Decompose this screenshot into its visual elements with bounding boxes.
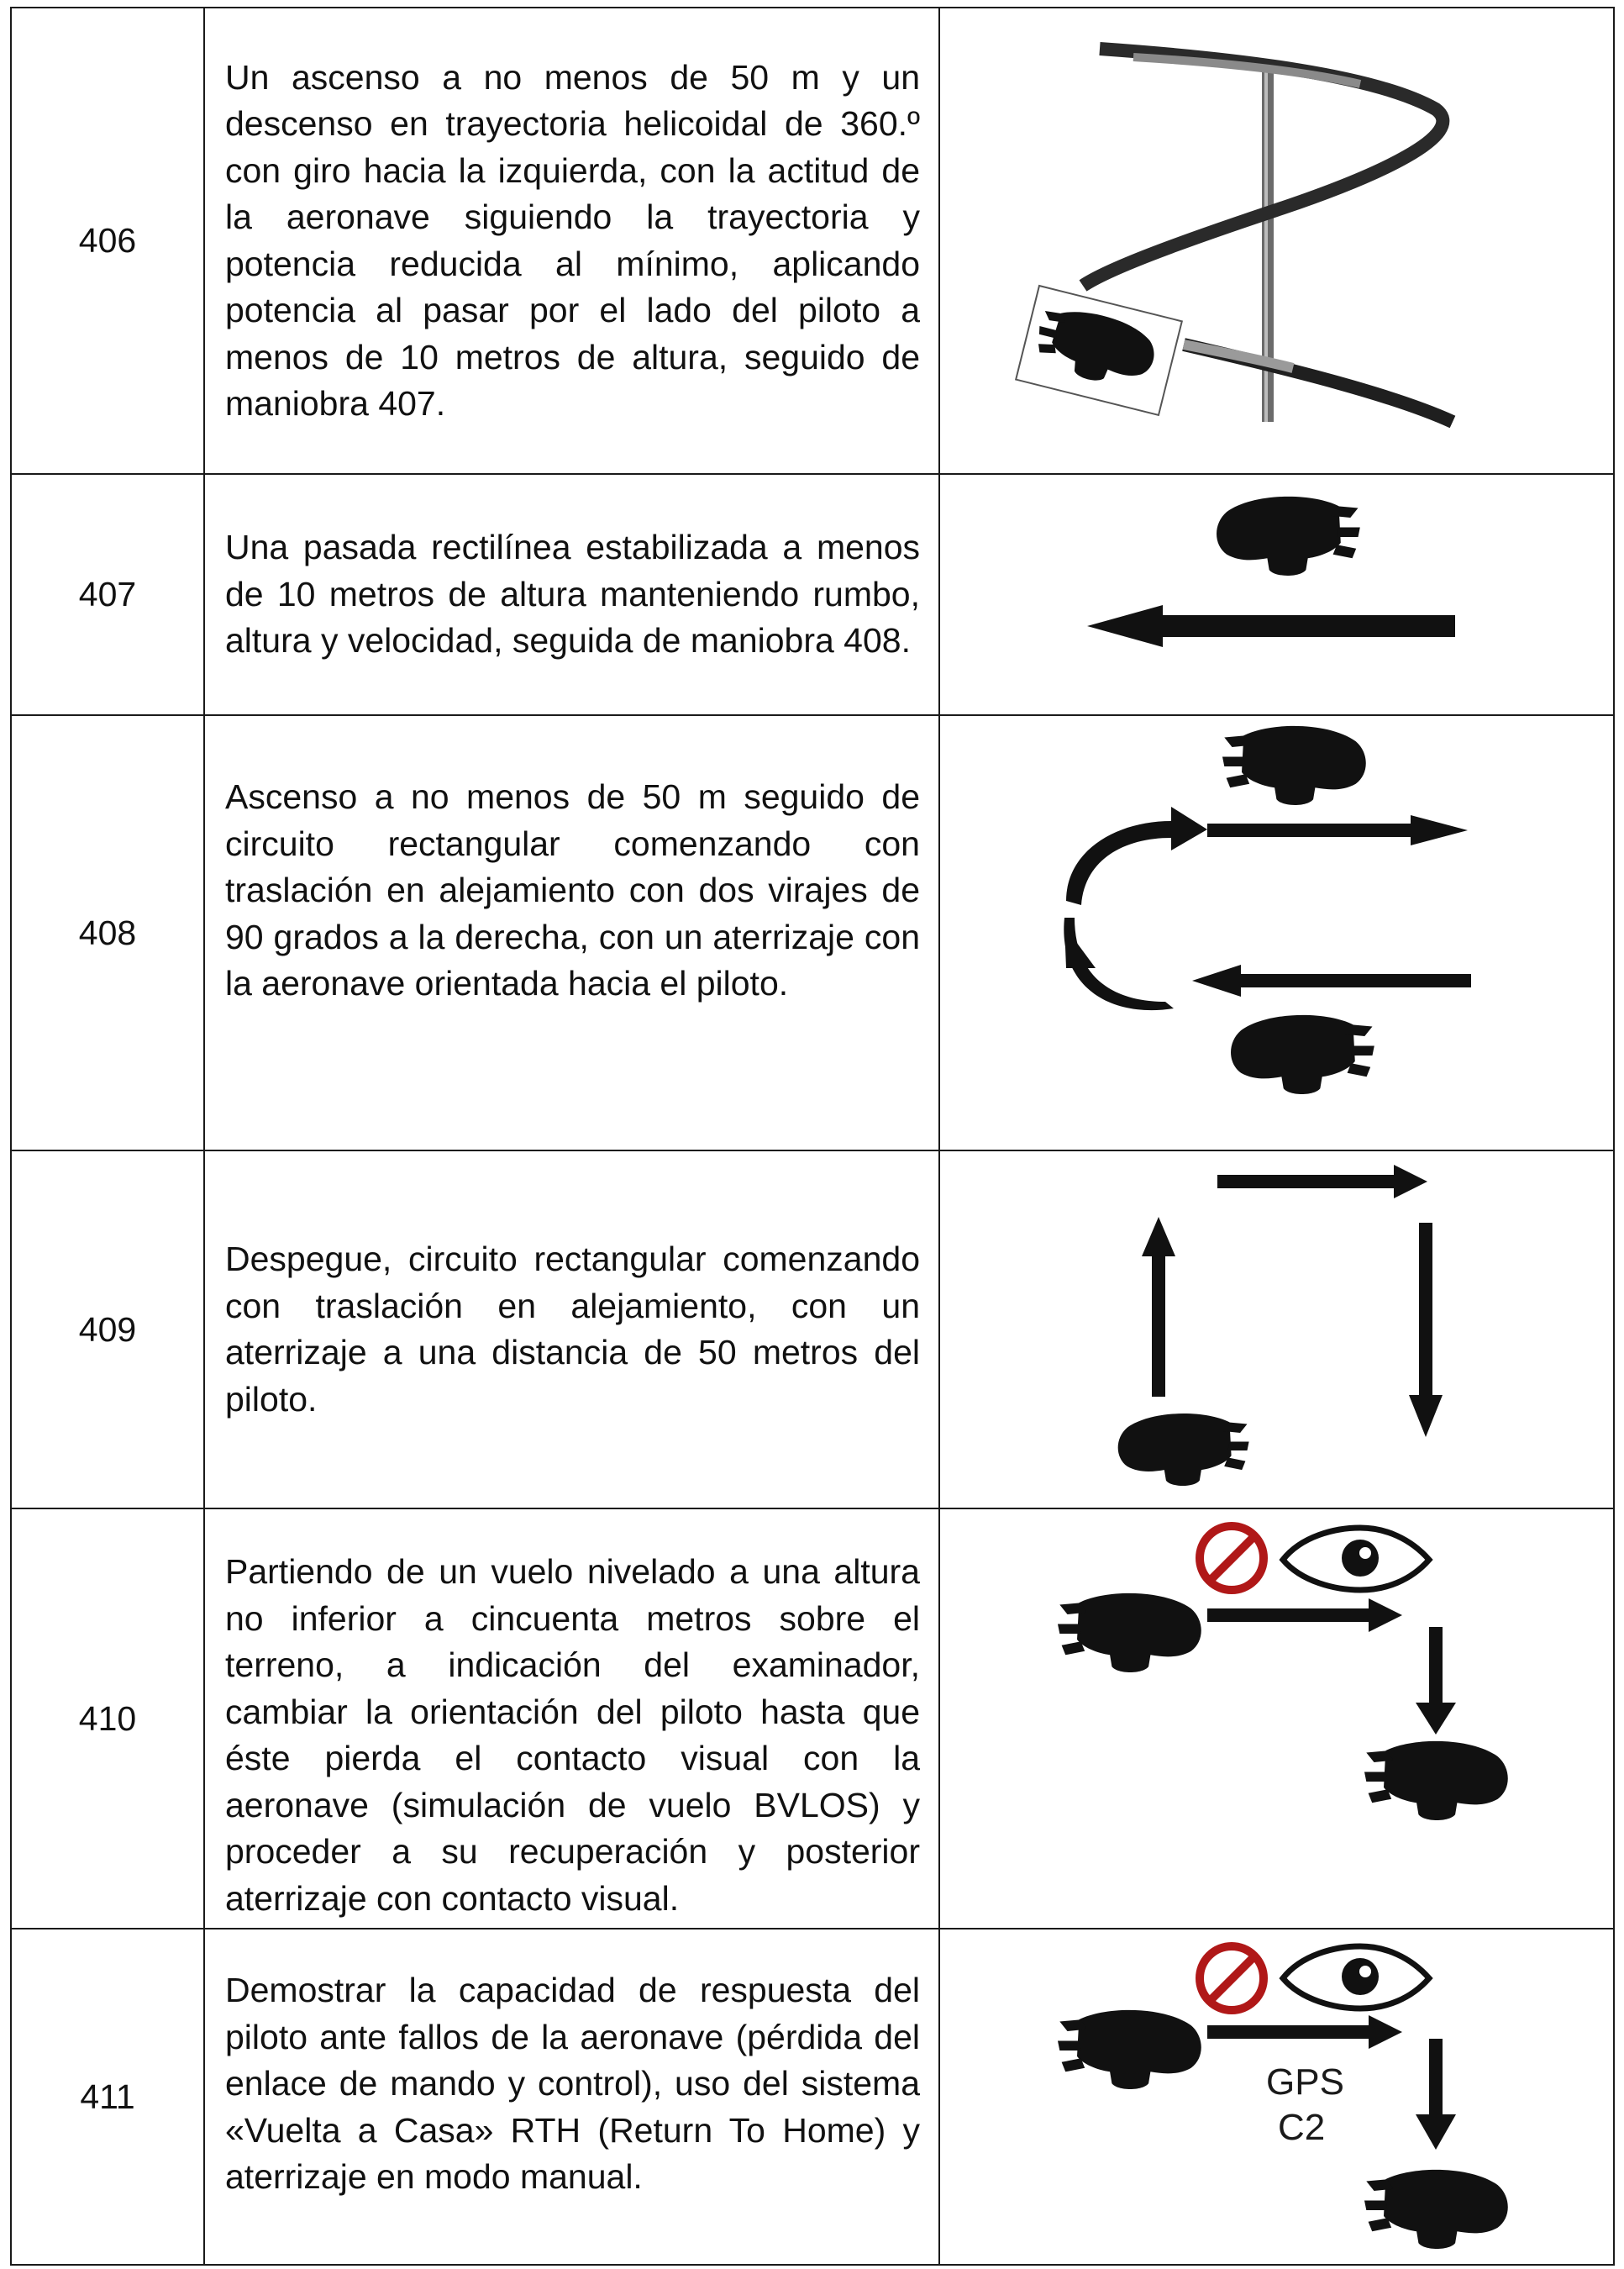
maneuver-description: [204, 474, 939, 715]
helical-descent-figure: [939, 8, 1614, 474]
aircraft-icon-top: [1222, 726, 1366, 805]
left-arrow-bottom: [1192, 965, 1471, 997]
prohibition-icon: [1200, 1526, 1264, 1590]
right-arrow: [1217, 1165, 1427, 1198]
rectangular-circuit-figure: [939, 1150, 1614, 1508]
up-arrow: [1142, 1217, 1175, 1397]
maneuver-number: 409: [11, 1150, 204, 1508]
maneuver-number: 410: [11, 1508, 204, 1929]
straight-pass-figure: [939, 474, 1614, 715]
right-arrow: [1207, 2015, 1402, 2049]
maneuver-description: [204, 1508, 939, 1929]
rectangular-circuit-diagram: [940, 1151, 1615, 1508]
eye-icon: [1283, 1528, 1429, 1590]
down-arrow: [1416, 2039, 1456, 2150]
aircraft-icon: [1217, 497, 1360, 576]
aircraft-icon-start: [1058, 1593, 1201, 1672]
table-row: [11, 8, 1614, 474]
gps-label: GPS: [1266, 2061, 1344, 2103]
down-arrow: [1409, 1223, 1443, 1437]
aircraft-icon-end: [1364, 1741, 1508, 1820]
aircraft-icon-end: [1364, 2170, 1508, 2249]
maneuver-description: [204, 8, 939, 474]
maneuver-description: [204, 715, 939, 1150]
aircraft-icon: [1118, 1414, 1249, 1486]
left-arrow: [1087, 605, 1455, 647]
description-text: Demostrar la capacidad de respuesta del piloto ante fallos de la aeronave (pérdida del enlace de mando y control), uso del sistema «Vuelta a Casa» RTH (Return To Home) y aterrizaje en modo manual.: [225, 1971, 920, 2197]
description-text: Ascenso a no menos de 50 m seguido de circuito rectangular comenzando con traslación en alejamiento con dos virajes de 90 grados a la derecha, con un aterrizaje con la aeronave orientada hacia el piloto.: [225, 777, 920, 1003]
table-row: [11, 715, 1614, 1150]
helical-descent-diagram: [940, 8, 1615, 473]
right-arrow: [1207, 1598, 1402, 1632]
maneuver-number: 406: [11, 8, 204, 474]
aircraft-icon-start: [1058, 2010, 1201, 2089]
table-row: [11, 1508, 1614, 1929]
table-row: [11, 1150, 1614, 1508]
bvlos-recovery-diagram: [940, 1509, 1615, 1928]
table-row: [11, 474, 1614, 715]
right-arrow-top: [1207, 815, 1468, 845]
maneuvers-table: [10, 7, 1615, 2266]
description-text: Una pasada rectilínea estabilizada a menos de 10 metros de altura manteniendo rumbo, altura y velocidad, seguida de maniobra 408.: [225, 528, 920, 661]
description-text: Despegue, circuito rectangular comenzando con traslación en alejamiento, con un aterrizaje a una distancia de 50 metros del piloto.: [225, 1240, 920, 1419]
description-text: Un ascenso a no menos de 50 m y un descenso en trayectoria helicoidal de 360.º con giro hacia la izquierda, con la actitud de la aeronave siguiendo la trayectoria y potencia reducida al mínimo, aplicando potencia al pasar por el lado del piloto a menos de 10 metros de altura, seguido de maniobra 407.: [225, 57, 920, 423]
table-row: [11, 1929, 1614, 2265]
turn-arrow-upper: [1066, 807, 1207, 905]
maneuver-description: [204, 1150, 939, 1508]
rth-failure-diagram: [940, 1929, 1615, 2264]
rth-failure-figure: [939, 1929, 1614, 2265]
bvlos-recovery-figure: [939, 1508, 1614, 1929]
maneuver-number: 407: [11, 474, 204, 715]
prohibition-icon: [1200, 1946, 1264, 2010]
maneuver-number: 408: [11, 715, 204, 1150]
aircraft-icon-bottom: [1231, 1015, 1374, 1094]
eye-icon: [1283, 1946, 1429, 2008]
maneuver-description: [204, 1929, 939, 2265]
maneuver-number: 411: [11, 1929, 204, 2265]
description-text: Partiendo de un vuelo nivelado a una altura no inferior a cincuenta metros sobre el terreno, a indicación del examinador, cambiar la orientación del piloto hasta que éste pierda el contacto visual con la aeronave (simulación de vuelo BVLOS) y proceder a su recuperación y posterior aterrizaje con contacto visual.: [225, 1552, 920, 1918]
rectangular-circuit-turns-figure: [939, 715, 1614, 1150]
c2-label: C2: [1278, 2107, 1326, 2148]
down-arrow: [1416, 1627, 1456, 1735]
straight-pass-diagram: [940, 475, 1615, 714]
rectangular-circuit-turns-diagram: [940, 716, 1615, 1150]
